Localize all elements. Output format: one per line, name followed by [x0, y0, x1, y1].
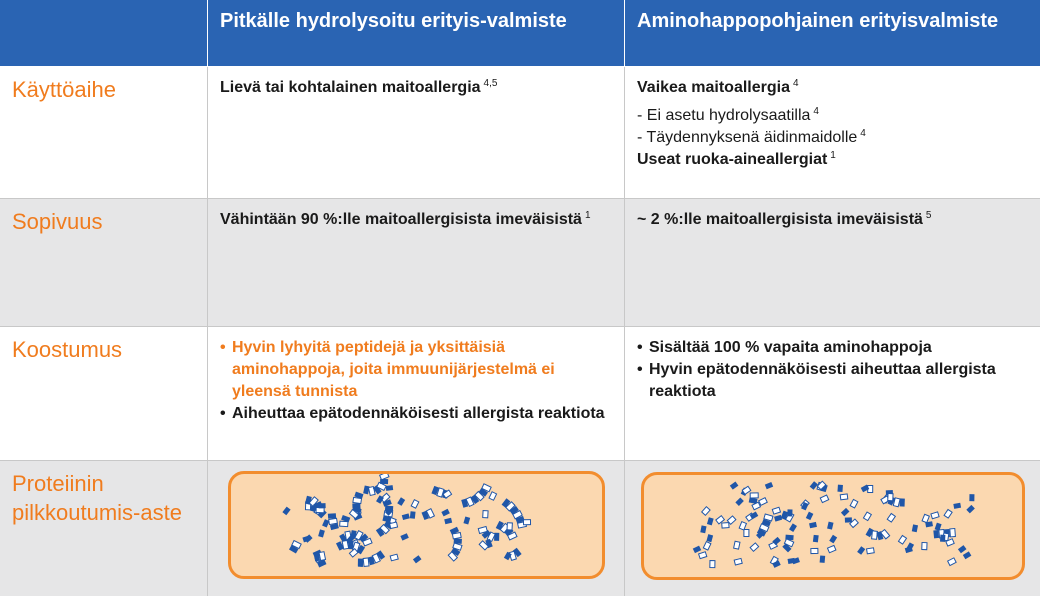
free-amino-acid [820, 495, 828, 502]
free-amino-acid [707, 517, 714, 525]
free-amino-acid [282, 507, 290, 516]
bullet-marker: • [637, 339, 643, 356]
free-amino-acid [693, 546, 701, 554]
free-amino-acid [710, 561, 715, 568]
free-amino-acid [857, 546, 865, 555]
indication-col2-sub2: - Täydennyksenä äidinmaidolle [637, 129, 858, 146]
suitability-col1-ref: 1 [584, 209, 591, 221]
free-amino-acid [898, 536, 906, 545]
free-amino-acid [744, 530, 749, 537]
peptide-chain [749, 493, 759, 504]
composition-col2-bullet2-text: Hyvin epätodennäköisesti aiheuttaa allergista reaktiota [649, 361, 996, 400]
bullet-marker: • [637, 361, 643, 378]
peptide-chain [422, 509, 435, 520]
peptide-chain [866, 528, 890, 540]
free-amino-acid [944, 510, 952, 519]
row-label-degradation: Proteiinin pilkkoutumis-aste [0, 461, 208, 596]
indication-col1-cell [208, 67, 625, 199]
free-amino-acid [772, 507, 780, 514]
free-amino-acid [840, 494, 848, 500]
amino-acid-unit [380, 474, 389, 480]
free-amino-acid [888, 493, 893, 500]
header-empty-cell [0, 0, 208, 67]
peptide-fragments-svg [231, 474, 602, 576]
header-col1-text: Pitkälle hydrolysoitu erityis-valmiste [220, 10, 567, 32]
free-amino-acid [318, 529, 325, 537]
free-amino-acid [837, 485, 842, 492]
row-label-suitability: Sopivuus [0, 199, 208, 327]
free-amino-acid [390, 522, 398, 528]
free-amino-acid [444, 518, 452, 524]
free-amino-acid [702, 507, 710, 516]
peptide-chain [340, 515, 351, 527]
indication-col2-sub1-ref: 4 [813, 105, 819, 117]
free-amino-acid [703, 542, 711, 550]
free-amino-acid [400, 533, 408, 540]
free-amino-acid [734, 541, 740, 549]
bullet-marker: • [220, 405, 226, 422]
composition-col1-bullet1 [220, 337, 612, 403]
header-col-aminoacid [625, 0, 1040, 67]
free-amino-acid [734, 558, 742, 565]
composition-col1-bullet1-text: Hyvin lyhyitä peptidejä ja yksittäisiä aminohappoja, joita immuunijärjestelmä ei yleensä tunnista [232, 339, 555, 400]
free-amino-acid [953, 503, 961, 509]
free-amino-acid [922, 514, 929, 522]
free-amino-acid [722, 523, 729, 528]
free-amino-acid [489, 492, 497, 500]
peptide-chain [478, 527, 499, 542]
amino-acids-illustration [641, 472, 1025, 580]
free-amino-acid [806, 512, 814, 520]
free-amino-acid [411, 500, 419, 509]
free-amino-acid [845, 517, 852, 522]
free-amino-acid [483, 511, 488, 518]
amino-acid-unit [750, 493, 758, 498]
indication-col1-text: Lievä tai kohtalainen maitoallergia [220, 79, 481, 96]
composition-col2-bullet2 [637, 359, 1028, 403]
indication-col2-sub2-ref: 4 [860, 127, 866, 139]
indication-col1-ref: 4,5 [483, 77, 498, 89]
free-amino-acid [958, 545, 967, 553]
free-amino-acid [922, 543, 927, 550]
free-amino-acid [774, 515, 782, 522]
free-amino-acid [735, 497, 743, 505]
amino-acid-unit [319, 552, 325, 561]
free-amino-acid [759, 498, 767, 506]
free-amino-acid [863, 512, 871, 521]
free-amino-acid [789, 523, 797, 532]
header-col2-text: Aminohappopohjainen erityisvalmiste [637, 10, 999, 32]
peptide-chain [782, 535, 793, 553]
header-col-hydrolysed [208, 0, 625, 67]
free-amino-acid [730, 482, 739, 490]
peptide-chain [461, 484, 491, 508]
free-amino-acid [706, 534, 713, 542]
amino-acid-unit [950, 529, 956, 537]
free-amino-acid [829, 535, 837, 544]
free-amino-acid [358, 559, 363, 566]
free-amino-acid [811, 548, 818, 553]
indication-col2-title-ref: 4 [792, 77, 799, 89]
free-amino-acid [390, 554, 398, 561]
free-amino-acid [850, 499, 858, 508]
free-amino-acid [948, 558, 957, 566]
free-amino-acid [966, 505, 975, 513]
suitability-col2-cell [625, 199, 1040, 327]
composition-col2-bullet1-text: Sisältää 100 % vapaita aminohappoja [649, 339, 932, 356]
free-amino-acid [397, 497, 405, 506]
free-amino-acid [700, 525, 706, 533]
amino-acid-unit [329, 518, 338, 524]
amino-acid-unit [328, 513, 336, 519]
amino-acid-unit [872, 531, 878, 540]
free-amino-acid [739, 522, 746, 530]
free-amino-acid [820, 555, 826, 562]
free-amino-acid [523, 520, 530, 525]
indication-col2-extra: Useat ruoka-aineallergiat [637, 151, 828, 168]
composition-col2-bullet1 [637, 337, 1028, 359]
composition-col2-cell [625, 327, 1040, 461]
free-amino-acid [765, 482, 773, 489]
indication-col2-sub1: - Ei asetu hydrolysaatilla [637, 107, 811, 124]
free-amino-acid [963, 551, 972, 559]
free-amino-acid [402, 513, 410, 520]
row-label-indication: Käyttöaihe [0, 67, 208, 199]
suitability-col1-text: Vähintään 90 %:lle maitoallergisista imeväisistä [220, 211, 582, 228]
amino-acids-svg [644, 475, 1022, 577]
free-amino-acid [841, 508, 850, 516]
free-amino-acid [413, 555, 422, 563]
composition-col1-bullet2 [220, 403, 612, 425]
degradation-col1-cell [208, 461, 625, 596]
free-amino-acid [410, 511, 416, 518]
free-amino-acid [699, 552, 707, 559]
free-amino-acid [752, 502, 760, 510]
free-amino-acid [507, 523, 512, 530]
composition-col1-bullet2-text: Aiheuttaa epätodennäköisesti allergista reaktiota [232, 405, 605, 422]
indication-col2-extra-ref: 1 [830, 149, 836, 161]
peptide-chain [448, 527, 462, 561]
composition-col1-cell [208, 327, 625, 461]
free-amino-acid [787, 509, 792, 516]
free-amino-acid [386, 485, 394, 491]
free-amino-acid [441, 509, 450, 517]
amino-acid-unit [353, 497, 362, 503]
free-amino-acid [809, 522, 817, 528]
free-amino-acid [827, 522, 833, 530]
amino-acid-unit [933, 530, 939, 538]
row-label-composition: Koostumus [0, 327, 208, 461]
free-amino-acid [319, 503, 326, 508]
free-amino-acid [940, 535, 945, 542]
suitability-col2-text: ~ 2 %:lle maitoallergisista imeväisistä [637, 211, 923, 228]
free-amino-acid [887, 513, 895, 522]
free-amino-acid [969, 494, 974, 501]
free-amino-acid [750, 543, 759, 551]
peptide-fragments-illustration [228, 471, 605, 579]
degradation-col2-cell [625, 461, 1040, 596]
free-amino-acid [912, 524, 918, 532]
free-amino-acid [813, 535, 819, 543]
suitability-col2-ref: 5 [925, 209, 932, 221]
free-amino-acid [463, 516, 470, 524]
amino-acid-unit [452, 532, 461, 538]
amino-acid-unit [363, 558, 369, 567]
free-amino-acid [828, 545, 836, 552]
suitability-col1-cell [208, 199, 625, 327]
amino-acid-unit [340, 521, 348, 526]
indication-col2-cell [625, 67, 1040, 199]
peptide-chain [328, 513, 339, 530]
peptide-chain [289, 541, 301, 554]
peptide-chain [363, 474, 389, 495]
free-amino-acid [867, 548, 875, 554]
bullet-marker: • [220, 339, 226, 356]
indication-col2-title: Vaikea maitoallergia [637, 79, 790, 96]
free-amino-acid [931, 512, 939, 519]
